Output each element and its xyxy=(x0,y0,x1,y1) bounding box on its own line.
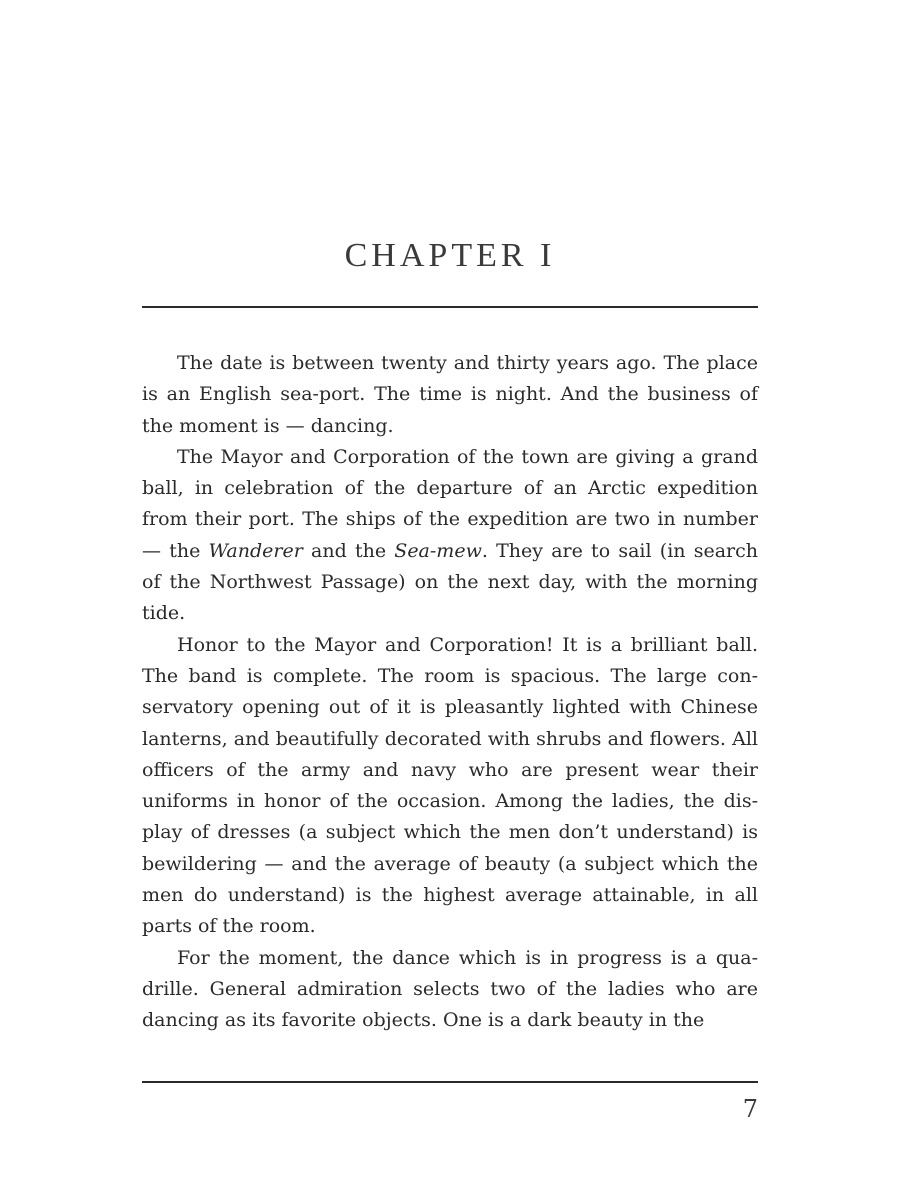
paragraph-1 xyxy=(142,348,758,442)
paragraph-text: and the xyxy=(302,539,395,562)
top-rule-divider xyxy=(142,306,758,308)
paragraph-text: The Mayor and Corporation of the town are giving a grand ball, in celebration of the departure of an Arctic expedition from their port. The ships of the expedition are two in number — the xyxy=(142,445,758,562)
ship-name-sea-mew: Sea-mew xyxy=(394,539,482,562)
paragraph-2 xyxy=(142,442,758,630)
paragraph-3 xyxy=(142,630,758,943)
paragraph-text: Honor to the Mayor and Corporation! It is a brilliant ball. The band is complete. The room is spacious. The large conservatory opening out of it is pleasantly lighted with Chinese lanterns, and beautifully decorated with shrubs and flowers. All officers of the army and navy who are present wear their uniforms in honor of the occasion. Among the ladies, the display of dresses (a subject which the men don’t understand) is bewildering — and the average of beauty (a subject which the men do understand) is the highest average attainable, in all parts of the room. xyxy=(142,633,758,938)
ship-name-wanderer: Wanderer xyxy=(208,539,303,562)
paragraph-text: The date is between twenty and thirty years ago. The place is an English sea-port. The time is night. And the business of the moment is — dancing. xyxy=(142,352,758,437)
paragraph-text: For the moment, the dance which is in progress is a quadrille. General admiration selects two of the ladies who are dancing as its favorite objects. One is a dark beauty in the xyxy=(142,946,758,1032)
page-number: 7 xyxy=(742,1095,758,1123)
paragraph-text: . They are to sail (in search of the Northwest Passage) on the next day, with the morning tide. xyxy=(142,539,758,625)
bottom-rule-divider xyxy=(142,1081,758,1083)
body-text xyxy=(142,348,758,1037)
chapter-title: CHAPTER I xyxy=(344,237,556,274)
paragraph-4 xyxy=(142,943,758,1037)
